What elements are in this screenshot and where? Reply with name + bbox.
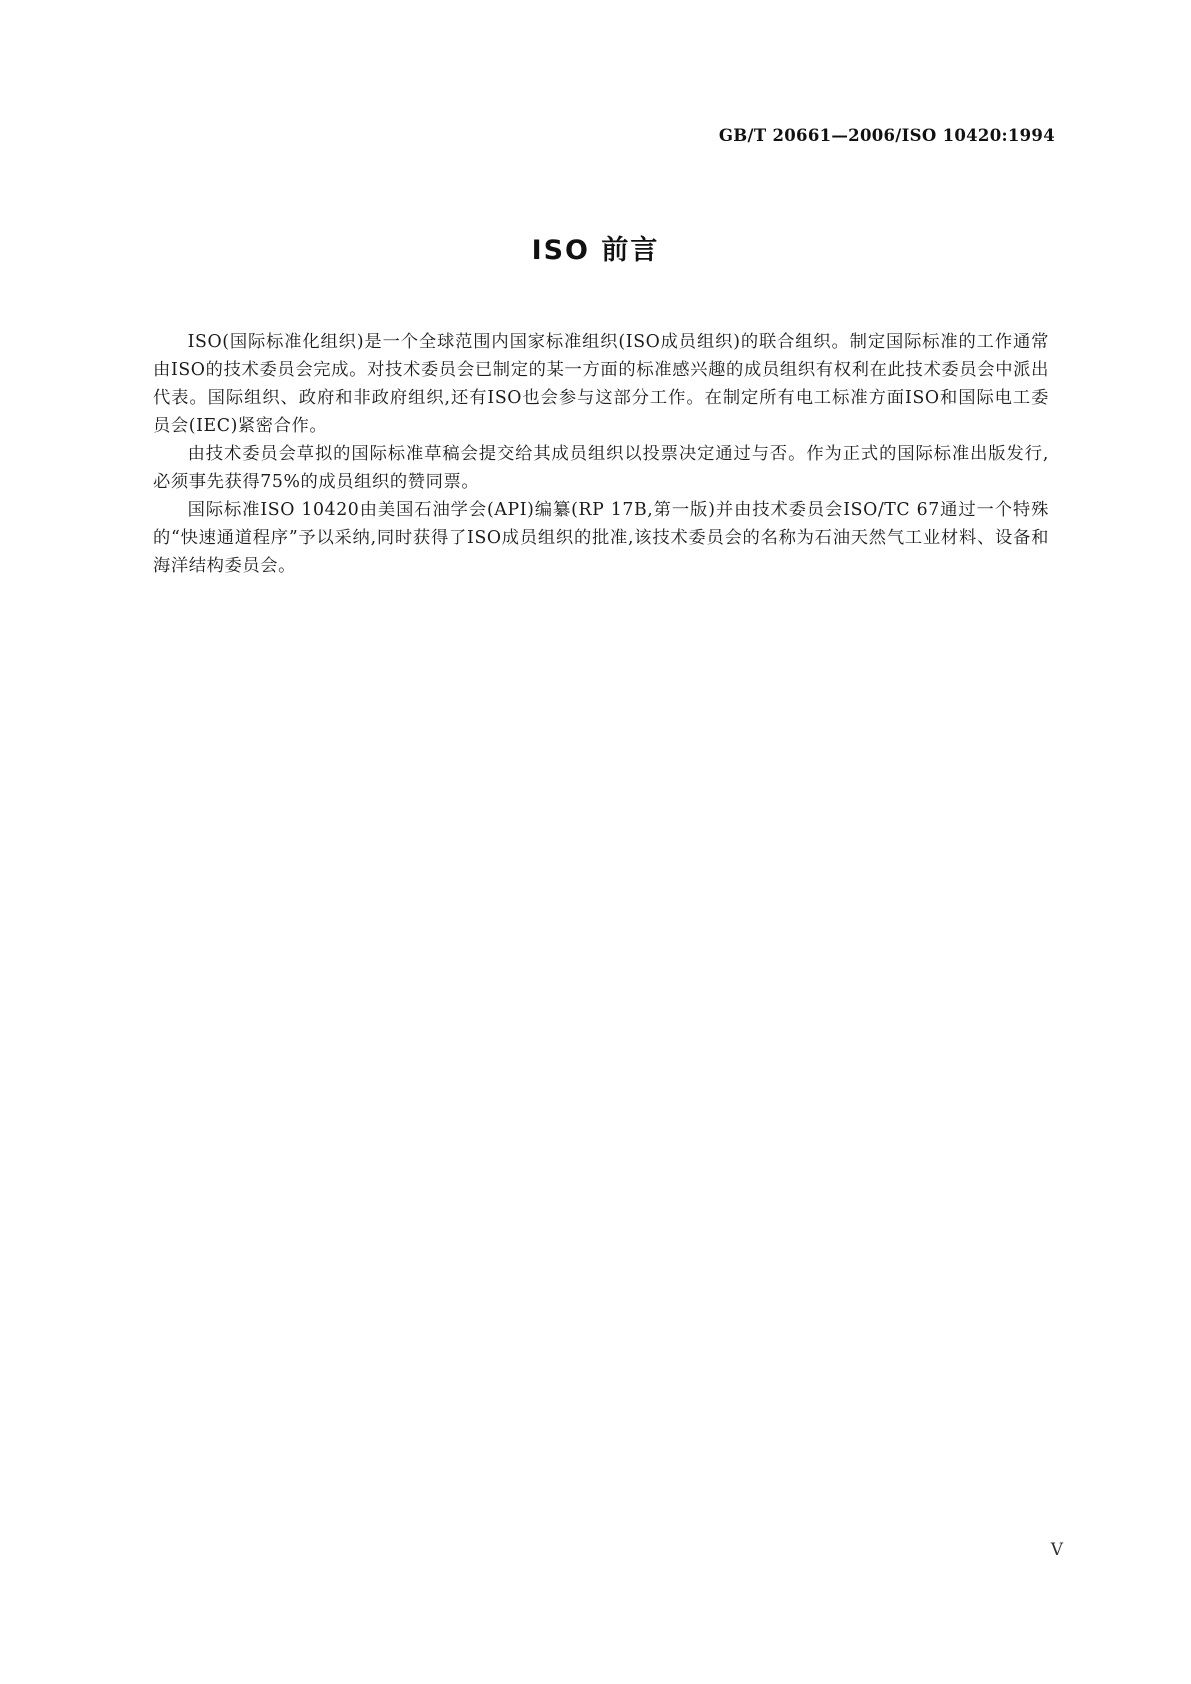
body-text [153,328,1049,580]
page-number: V [1050,1540,1063,1560]
paragraph-voting: 由技术委员会草拟的国际标准草稿会提交给其成员组织以投票决定通过与否。作为正式的国际标准出版发行,必须事先获得75%的成员组织的赞同票。 [153,444,1049,492]
paragraph-iso-10420: 国际标准ISO 10420由美国石油学会(API)编纂(RP 17B,第一版)并由技术委员会ISO/TC 67通过一个特殊的“快速通道程序”予以采纳,同时获得了ISO成员组织的批准,该技术委员会的名称为石油天然气工业材料、设备和海洋结构委员会。 [153,500,1049,576]
paragraph-iso-organization: ISO(国际标准化组织)是一个全球范围内国家标准组织(ISO成员组织)的联合组织。制定国际标准的工作通常由ISO的技术委员会完成。对技术委员会已制定的某一方面的标准感兴趣的成员组织有权利在此技术委员会中派出代表。国际组织、政府和非政府组织,还有ISO也会参与这部分工作。在制定所有电工标准方面ISO和国际电工委员会(IEC)紧密合作。 [153,332,1049,436]
standard-number-header: GB/T 20661—2006/ISO 10420:1994 [718,126,1055,145]
page-title: ISO 前言 [531,235,660,266]
